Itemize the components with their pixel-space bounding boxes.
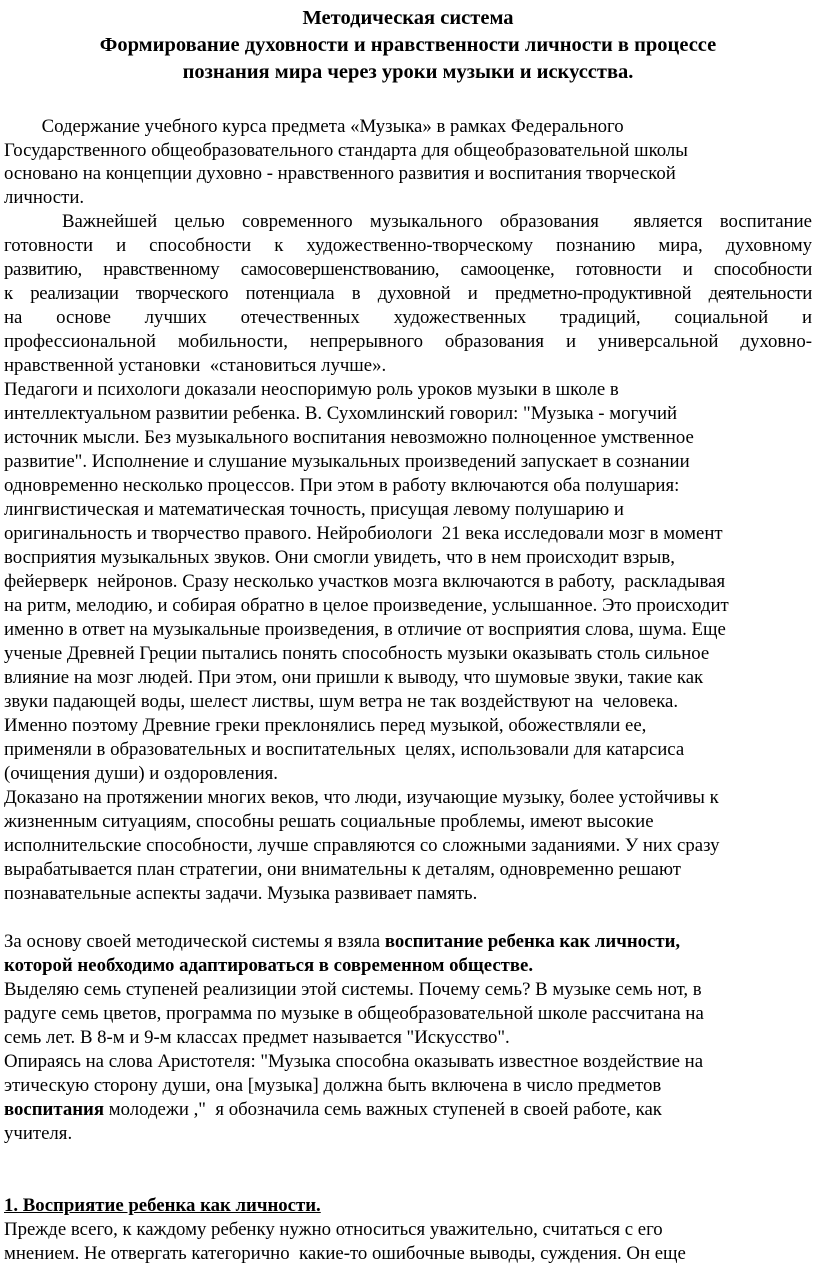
para3-line: восприятия музыкальных звуков. Они смогли увидеть, что в нем происходит взрыв,: [4, 547, 675, 568]
para2-line: к реализации творческого потенциала в духовной и предметно-продуктивной деятельности: [4, 283, 812, 304]
para7-line: [4, 1099, 662, 1121]
para3-line: именно в ответ на музыкальные произведения, в отличие от восприятия слова, шума. Еще: [4, 619, 726, 640]
para5-bold-line: которой необходимо адаптироваться в современном обществе.: [4, 955, 534, 976]
para3-line: звуки падающей воды, шелест листвы, шум ветра не так воздействуют на человека.: [4, 691, 679, 712]
para3-line: Именно поэтому Древние греки преклонялись перед музыкой, обожествляли ее,: [4, 715, 647, 736]
doc-title: Методическая система: [302, 7, 514, 29]
para3-line: одновременно несколько процессов. При этом в работу включаются оба полушария:: [4, 475, 680, 496]
para3-line: интеллектуальном развитии ребенка. В. Сухомлинский говорил: "Музыка - могучий: [4, 403, 678, 424]
para1-line: Содержание учебного курса предмета «Музыка» в рамках Федерального: [4, 116, 624, 137]
para3-line: на ритм, мелодию, и собирая обратно в целое произведение, услышанное. Это происходит: [4, 595, 729, 616]
para3-line: применяли в образовательных и воспитательных целях, использовали для катарсиса: [4, 739, 685, 760]
para6-line: Выделяю семь ступеней реализиции этой системы. Почему семь? В музыке семь нот, в: [4, 979, 702, 1000]
doc-subtitle-line-1: Формирование духовности и нравственности личности в процессе: [99, 34, 717, 56]
para3-line: ученые Древней Греции пытались понять способность музыки оказывать столь сильное: [4, 643, 710, 664]
para5-bold: воспитание ребенка как личности,: [384, 931, 681, 952]
para6-line: семь лет. В 8-м и 9-м классах предмет называется "Искусство".: [4, 1027, 510, 1048]
para3-line: источник мысли. Без музыкального воспитания невозможно полноценное умственное: [4, 427, 694, 448]
para3-line: лингвистическая и математическая точность, присущая левому полушарию и: [4, 499, 624, 520]
para2-line: профессиональной мобильности, непрерывного образования и универсальной духовно-: [4, 331, 812, 352]
para1-line: основано на концепции духовно - нравственного развития и воспитания творческой: [4, 163, 676, 184]
para7-bold: воспитания: [4, 1099, 105, 1120]
section1-line: Прежде всего, к каждому ребенку нужно относиться уважительно, считаться с его: [4, 1219, 663, 1240]
para3-line: Педагоги и психологи доказали неоспоримую роль уроков музыки в школе в: [4, 379, 619, 400]
para6-line: радуге семь цветов, программа по музыке в общеобразовательной школе рассчитана на: [4, 1003, 704, 1024]
para4-line: жизненным ситуациям, способны решать социальные проблемы, имеют высокие: [4, 811, 654, 832]
para7-plain: молодежи ," я обозначила семь важных ступеней в своей работе, как: [104, 1099, 662, 1120]
para1-line: личности.: [4, 187, 85, 208]
para3-line: оригинальность и творчество правого. Нейробиологи 21 века исследовали мозг в момент: [4, 523, 723, 544]
para3-line: фейерверк нейронов. Сразу несколько участков мозга включаются в работу, раскладывая: [4, 571, 726, 592]
para7-line: Опираясь на слова Аристотеля: "Музыка способна оказывать известное воздействие на: [4, 1051, 704, 1072]
para3-line: (очищения души) и оздоровления.: [4, 763, 279, 784]
para5-plain: За основу своей методической системы я взяла: [4, 931, 385, 952]
para2-line: развитию, нравственному самосовершенствованию, самооценке, готовности и способности: [4, 259, 812, 280]
para3-line: влияние на мозг людей. При этом, они пришли к выводу, что шумовые звуки, такие как: [4, 667, 704, 688]
para2-line: готовности и способности к художественно-творческому познанию мира, духовному: [4, 235, 812, 256]
para2-line: Важнейшей целью современного музыкального образования является воспитание: [62, 211, 812, 232]
doc-subtitle-line-2: познания мира через уроки музыки и искусства.: [182, 61, 634, 83]
para7-line: этическую сторону души, она [музыка] должна быть включена в число предметов: [4, 1075, 662, 1096]
para4-line: вырабатывается план стратегии, они внимательны к деталям, одновременно решают: [4, 859, 682, 880]
para2-line: на основе лучших отечественных художественных традиций, социальной и: [4, 307, 812, 328]
section1-line: мнением. Не отвергать категорично какие-то ошибочные выводы, суждения. Он еще: [4, 1243, 686, 1264]
para4-line: познавательные аспекты задачи. Музыка развивает память.: [4, 883, 478, 904]
section1-heading: 1. Восприятие ребенка как личности.: [4, 1195, 321, 1216]
para3-line: развитие". Исполнение и слушание музыкальных произведений запускает в сознании: [4, 451, 690, 472]
para2-line: нравственной установки «становиться лучше».: [4, 355, 387, 376]
para1-line: Государственного общеобразовательного стандарта для общеобразовательной школы: [4, 140, 688, 161]
para7-line: учителя.: [4, 1123, 73, 1144]
para5-line: [4, 931, 680, 953]
para4-line: Доказано на протяжении многих веков, что люди, изучающие музыку, более устойчивы к: [4, 787, 719, 808]
para4-line: исполнительские способности, лучше справляются со сложными заданиями. У них сразу: [4, 835, 720, 856]
